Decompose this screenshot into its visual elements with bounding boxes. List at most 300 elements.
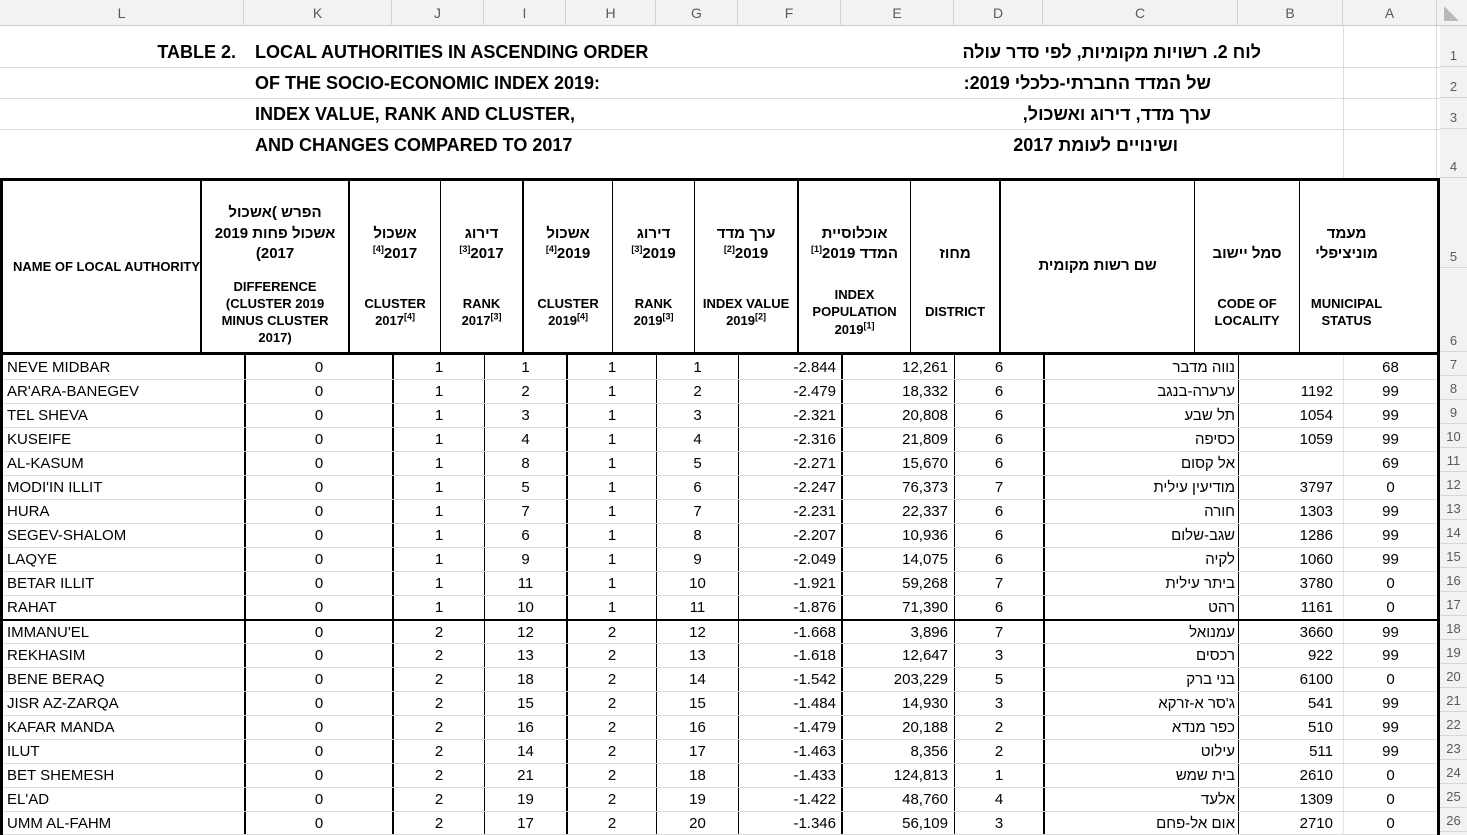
cell-index-value[interactable]: -2.247 [738,476,841,499]
cell-name-he[interactable] [1043,524,1238,547]
cell-municipal-status[interactable]: 0 [1343,812,1437,834]
cell-name-en[interactable]: TEL SHEVA [7,407,88,424]
cell-cluster-2017[interactable]: 1 [392,500,484,523]
column-header-L[interactable]: L [0,0,244,25]
cell-municipal-status[interactable]: 0 [1343,788,1437,811]
cell-index-value[interactable]: -1.921 [738,572,841,595]
cell-locality-code[interactable]: 1192 [1238,380,1343,403]
cell-population[interactable]: 3,896 [841,621,954,643]
column-header-J[interactable]: J [392,0,484,25]
cell-diff[interactable]: 0 [244,716,392,739]
row-header-9[interactable]: 9 [1440,400,1467,424]
cell-population[interactable]: 59,268 [841,572,954,595]
cell-name-en[interactable]: JISR AZ-ZARQA [7,695,119,712]
row-header-15[interactable]: 15 [1440,544,1467,568]
cell-name-en[interactable]: REKHASIM [7,647,86,664]
cell-index-value[interactable]: -1.463 [738,740,841,763]
cell-diff[interactable]: 0 [244,644,392,667]
cell-population[interactable]: 48,760 [841,788,954,811]
cell-rank-2017[interactable]: 7 [484,500,566,523]
cell-cluster-2019[interactable]: 2 [566,668,656,691]
cell-name-he[interactable] [1043,668,1238,691]
row-header-22[interactable]: 22 [1440,712,1467,736]
column-header-F[interactable]: F [738,0,841,25]
cell-rank-2019[interactable]: 3 [656,404,738,427]
cell-name-en[interactable]: KUSEIFE [7,431,72,448]
cell-cluster-2019[interactable]: 1 [566,355,656,379]
cell-name-en[interactable]: SEGEV-SHALOM [7,527,127,544]
cell-cluster-2019[interactable]: 2 [566,812,656,834]
row-header-19[interactable]: 19 [1440,640,1467,664]
cell-cluster-2019[interactable]: 2 [566,692,656,715]
cell-index-value[interactable]: -1.668 [738,621,841,643]
cell-name-en[interactable]: UMM AL-FAHM [7,814,112,832]
cell-index-value[interactable]: -2.479 [738,380,841,403]
cell-municipal-status[interactable]: 99 [1343,644,1437,667]
cell-district[interactable]: 2 [954,716,1043,739]
cell-cluster-2019[interactable]: 1 [566,572,656,595]
cell-population[interactable]: 124,813 [841,764,954,787]
cell-cluster-2019[interactable]: 1 [566,476,656,499]
cell-district[interactable]: 3 [954,692,1043,715]
cell-district[interactable]: 6 [954,355,1043,379]
row-header-1[interactable]: 1 [1440,26,1467,67]
cell-rank-2019[interactable]: 7 [656,500,738,523]
cell-diff[interactable]: 0 [244,740,392,763]
cell-population[interactable]: 14,075 [841,548,954,571]
row-header-8[interactable]: 8 [1440,376,1467,400]
cell-locality-code[interactable] [1238,355,1343,379]
cell-district[interactable]: 1 [954,764,1043,787]
column-header-E[interactable]: E [841,0,954,25]
header-cell-status[interactable] [1299,181,1393,352]
row-header-20[interactable]: 20 [1440,664,1467,688]
cell-municipal-status[interactable]: 99 [1343,692,1437,715]
cell-rank-2017[interactable]: 13 [484,644,566,667]
cell-district[interactable]: 4 [954,788,1043,811]
cell-cluster-2017[interactable]: 2 [392,812,484,834]
cell-index-value[interactable]: -1.479 [738,716,841,739]
cell-name-he[interactable] [1043,692,1238,715]
cell-index-value[interactable]: -1.346 [738,812,841,834]
cell-rank-2019[interactable]: 6 [656,476,738,499]
cell-municipal-status[interactable]: 99 [1343,380,1437,403]
cell-index-value[interactable]: -2.316 [738,428,841,451]
cell-name-he[interactable] [1043,428,1238,451]
cell-locality-code[interactable] [1238,452,1343,475]
cell-name-en[interactable]: BENE BERAQ [7,671,105,688]
cell-population[interactable]: 20,808 [841,404,954,427]
cell-cluster-2019[interactable]: 1 [566,380,656,403]
cell-population[interactable]: 12,647 [841,644,954,667]
row-header-5[interactable]: 5 [1440,178,1467,268]
cell-municipal-status[interactable]: 99 [1343,500,1437,523]
row-header-24[interactable]: 24 [1440,760,1467,784]
cell-name-en[interactable]: MODI'IN ILLIT [7,479,103,496]
column-header-K[interactable]: K [244,0,392,25]
cell-index-value[interactable]: -1.876 [738,596,841,619]
cell-diff[interactable]: 0 [244,524,392,547]
cell-name-he[interactable] [1043,355,1238,379]
cell-cluster-2019[interactable]: 2 [566,644,656,667]
cell-district[interactable]: 6 [954,428,1043,451]
cell-index-value[interactable]: -2.271 [738,452,841,475]
header-cell-rank-2019[interactable] [612,181,694,352]
cell-district[interactable]: 3 [954,812,1043,834]
cell-population[interactable]: 10,936 [841,524,954,547]
cell-district[interactable]: 6 [954,380,1043,403]
cell-diff[interactable]: 0 [244,572,392,595]
cell-diff[interactable]: 0 [244,380,392,403]
cell-cluster-2017[interactable]: 1 [392,404,484,427]
cell-cluster-2017[interactable]: 2 [392,644,484,667]
cell-population[interactable]: 21,809 [841,428,954,451]
cell-population[interactable]: 56,109 [841,812,954,834]
cell-municipal-status[interactable]: 0 [1343,476,1437,499]
cell-cluster-2017[interactable]: 1 [392,355,484,379]
cell-rank-2019[interactable]: 10 [656,572,738,595]
cell-diff[interactable]: 0 [244,500,392,523]
cell-rank-2019[interactable]: 4 [656,428,738,451]
header-cell-diff[interactable] [200,181,348,352]
cell-rank-2017[interactable]: 4 [484,428,566,451]
cell-diff[interactable]: 0 [244,812,392,834]
cell-diff[interactable]: 0 [244,476,392,499]
cell-cluster-2019[interactable]: 1 [566,428,656,451]
cell-rank-2017[interactable]: 14 [484,740,566,763]
cell-rank-2019[interactable]: 16 [656,716,738,739]
cell-municipal-status[interactable]: 99 [1343,404,1437,427]
cell-name-en[interactable]: EL'AD [7,791,50,808]
title-he-line-3[interactable]: ערך מדד, דירוג ואשכול, [1022,104,1211,124]
row-header-4[interactable]: 4 [1440,129,1467,178]
cell-locality-code[interactable]: 922 [1238,644,1343,667]
cell-name-he[interactable] [1043,572,1238,595]
cell-locality-code[interactable]: 1303 [1238,500,1343,523]
cell-rank-2019[interactable]: 12 [656,621,738,643]
cell-cluster-2019[interactable]: 2 [566,716,656,739]
cell-name-he[interactable] [1043,812,1238,834]
cell-index-value[interactable]: -2.844 [738,355,841,379]
cell-district[interactable]: 6 [954,524,1043,547]
column-header-D[interactable]: D [954,0,1043,25]
cell-cluster-2019[interactable]: 1 [566,524,656,547]
cell-cluster-2017[interactable]: 1 [392,548,484,571]
cell-district[interactable]: 3 [954,644,1043,667]
cell-population[interactable]: 15,670 [841,452,954,475]
title-he-line-2[interactable]: של המדד החברתי-כלכלי 2019: [963,73,1211,93]
cell-population[interactable]: 20,188 [841,716,954,739]
cell-name-he[interactable] [1043,404,1238,427]
title-en-line-1[interactable]: LOCAL AUTHORITIES IN ASCENDING ORDER [255,42,649,62]
cell-rank-2019[interactable]: 2 [656,380,738,403]
cell-name-en[interactable]: ILUT [7,743,40,760]
cell-name-he[interactable] [1043,621,1238,643]
cell-cluster-2019[interactable]: 2 [566,788,656,811]
cell-diff[interactable]: 0 [244,596,392,619]
cell-district[interactable]: 7 [954,621,1043,643]
cell-population[interactable]: 22,337 [841,500,954,523]
cell-name-en[interactable]: BET SHEMESH [7,767,115,784]
cell-cluster-2017[interactable]: 1 [392,380,484,403]
table-number-label[interactable]: TABLE 2. [157,42,236,62]
row-header-13[interactable]: 13 [1440,496,1467,520]
cell-rank-2019[interactable]: 1 [656,355,738,379]
cell-diff[interactable]: 0 [244,428,392,451]
cell-locality-code[interactable]: 1059 [1238,428,1343,451]
cell-name-en[interactable]: AL-KASUM [7,455,84,472]
cell-municipal-status[interactable]: 0 [1343,764,1437,787]
row-header-14[interactable]: 14 [1440,520,1467,544]
cell-district[interactable]: 6 [954,404,1043,427]
row-header-6[interactable]: 6 [1440,268,1467,352]
cell-index-value[interactable]: -2.321 [738,404,841,427]
header-cell-population[interactable] [797,181,910,352]
cell-rank-2017[interactable]: 18 [484,668,566,691]
cell-index-value[interactable]: -1.422 [738,788,841,811]
cell-locality-code[interactable]: 1286 [1238,524,1343,547]
title-en-line-4[interactable]: AND CHANGES COMPARED TO 2017 [255,135,573,155]
cell-name-he[interactable] [1043,500,1238,523]
cell-rank-2017[interactable]: 21 [484,764,566,787]
cell-rank-2017[interactable]: 12 [484,621,566,643]
cell-name-he[interactable] [1043,548,1238,571]
cell-municipal-status[interactable]: 99 [1343,716,1437,739]
title-he-line-4[interactable]: ושינויים לעומת 2017 [1013,135,1178,155]
cell-locality-code[interactable]: 2610 [1238,764,1343,787]
cell-name-en[interactable]: KAFAR MANDA [7,719,115,736]
column-header-A[interactable]: A [1343,0,1437,25]
cell-index-value[interactable]: -2.207 [738,524,841,547]
cell-rank-2019[interactable]: 14 [656,668,738,691]
cell-rank-2017[interactable]: 16 [484,716,566,739]
cell-district[interactable]: 6 [954,500,1043,523]
cell-cluster-2017[interactable]: 1 [392,524,484,547]
title-en-line-3[interactable]: INDEX VALUE, RANK AND CLUSTER, [255,104,576,124]
cell-rank-2017[interactable]: 9 [484,548,566,571]
cell-name-he[interactable] [1043,644,1238,667]
cell-district[interactable]: 5 [954,668,1043,691]
cell-rank-2017[interactable]: 1 [484,355,566,379]
header-cell-index-value[interactable] [694,181,797,352]
header-cell-name-he[interactable] [999,181,1194,352]
cell-rank-2017[interactable]: 6 [484,524,566,547]
cell-name-en[interactable]: AR'ARA-BANEGEV [7,383,140,400]
cell-cluster-2017[interactable]: 1 [392,428,484,451]
cell-diff[interactable]: 0 [244,621,392,643]
cell-cluster-2017[interactable]: 1 [392,476,484,499]
cell-diff[interactable]: 0 [244,452,392,475]
cell-diff[interactable]: 0 [244,355,392,379]
header-cell-code[interactable] [1194,181,1299,352]
cell-cluster-2017[interactable]: 2 [392,621,484,643]
cell-cluster-2019[interactable]: 2 [566,764,656,787]
cell-locality-code[interactable]: 3780 [1238,572,1343,595]
cell-cluster-2017[interactable]: 2 [392,788,484,811]
cell-diff[interactable]: 0 [244,404,392,427]
cell-rank-2019[interactable]: 8 [656,524,738,547]
cell-locality-code[interactable]: 2710 [1238,812,1343,834]
cell-index-value[interactable]: -2.049 [738,548,841,571]
cell-name-he[interactable] [1043,596,1238,619]
cell-rank-2017[interactable]: 19 [484,788,566,811]
cell-population[interactable]: 203,229 [841,668,954,691]
cell-locality-code[interactable]: 1060 [1238,548,1343,571]
cell-cluster-2017[interactable]: 1 [392,452,484,475]
cell-index-value[interactable]: -2.231 [738,500,841,523]
cell-population[interactable]: 76,373 [841,476,954,499]
row-header-17[interactable]: 17 [1440,592,1467,616]
cell-rank-2019[interactable]: 9 [656,548,738,571]
cell-municipal-status[interactable]: 99 [1343,740,1437,763]
cell-name-he[interactable] [1043,764,1238,787]
cell-municipal-status[interactable]: 68 [1343,355,1437,379]
cell-index-value[interactable]: -1.484 [738,692,841,715]
cell-index-value[interactable]: -1.433 [738,764,841,787]
cell-locality-code[interactable]: 3797 [1238,476,1343,499]
cell-rank-2017[interactable]: 5 [484,476,566,499]
cell-cluster-2019[interactable]: 2 [566,621,656,643]
cell-locality-code[interactable]: 541 [1238,692,1343,715]
row-header-11[interactable]: 11 [1440,448,1467,472]
cell-cluster-2017[interactable]: 2 [392,692,484,715]
cell-rank-2019[interactable]: 20 [656,812,738,834]
cell-cluster-2017[interactable]: 2 [392,740,484,763]
cell-locality-code[interactable]: 511 [1238,740,1343,763]
cell-rank-2019[interactable]: 15 [656,692,738,715]
cell-name-en[interactable]: HURA [7,503,50,520]
column-header-I[interactable]: I [484,0,566,25]
cell-cluster-2017[interactable]: 2 [392,668,484,691]
cell-name-he[interactable] [1043,716,1238,739]
cell-cluster-2019[interactable]: 2 [566,740,656,763]
cell-diff[interactable]: 0 [244,548,392,571]
cell-rank-2017[interactable]: 17 [484,812,566,834]
cell-municipal-status[interactable]: 99 [1343,548,1437,571]
row-header-25[interactable]: 25 [1440,784,1467,808]
cell-municipal-status[interactable]: 99 [1343,428,1437,451]
cell-rank-2017[interactable]: 15 [484,692,566,715]
cell-population[interactable]: 71,390 [841,596,954,619]
cell-population[interactable]: 8,356 [841,740,954,763]
cell-district[interactable]: 2 [954,740,1043,763]
cell-name-he[interactable] [1043,452,1238,475]
cell-rank-2019[interactable]: 5 [656,452,738,475]
row-header-21[interactable]: 21 [1440,688,1467,712]
row-header-26[interactable]: 26 [1440,808,1467,832]
row-header-3[interactable]: 3 [1440,98,1467,129]
row-header-7[interactable]: 7 [1440,352,1467,376]
cell-district[interactable]: 7 [954,572,1043,595]
cell-rank-2017[interactable]: 11 [484,572,566,595]
cell-population[interactable]: 14,930 [841,692,954,715]
cell-district[interactable]: 6 [954,548,1043,571]
header-cell-cluster-2017[interactable] [348,181,440,352]
cell-municipal-status[interactable]: 69 [1343,452,1437,475]
cell-rank-2017[interactable]: 10 [484,596,566,619]
cell-cluster-2019[interactable]: 1 [566,452,656,475]
cell-name-en[interactable]: BETAR ILLIT [7,575,95,592]
cell-locality-code[interactable]: 6100 [1238,668,1343,691]
cell-district[interactable]: 6 [954,452,1043,475]
header-cell-name[interactable] [3,181,200,352]
cell-diff[interactable]: 0 [244,668,392,691]
cell-municipal-status[interactable]: 0 [1343,668,1437,691]
row-header-18[interactable]: 18 [1440,616,1467,640]
cell-cluster-2017[interactable]: 2 [392,716,484,739]
header-cell-cluster-2019[interactable] [522,181,612,352]
cell-rank-2019[interactable]: 11 [656,596,738,619]
title-he-line-1[interactable]: לוח 2. רשויות מקומיות, לפי סדר עולה [962,42,1261,62]
cell-name-en[interactable]: RAHAT [7,599,57,616]
cell-cluster-2019[interactable]: 1 [566,404,656,427]
cell-municipal-status[interactable]: 0 [1343,572,1437,595]
cell-rank-2017[interactable]: 2 [484,380,566,403]
cell-rank-2019[interactable]: 18 [656,764,738,787]
row-header-12[interactable]: 12 [1440,472,1467,496]
cell-cluster-2017[interactable]: 1 [392,596,484,619]
cell-diff[interactable]: 0 [244,692,392,715]
cell-rank-2019[interactable]: 13 [656,644,738,667]
cell-cluster-2019[interactable]: 1 [566,500,656,523]
cell-district[interactable]: 6 [954,596,1043,619]
column-header-G[interactable]: G [656,0,738,25]
cell-cluster-2019[interactable]: 1 [566,548,656,571]
column-header-B[interactable]: B [1238,0,1343,25]
cell-name-en[interactable]: LAQYE [7,551,58,568]
row-header-2[interactable]: 2 [1440,67,1467,98]
cell-index-value[interactable]: -1.618 [738,644,841,667]
cell-municipal-status[interactable]: 0 [1343,596,1437,619]
title-en-line-2[interactable]: OF THE SOCIO-ECONOMIC INDEX 2019: [255,73,601,93]
cell-cluster-2017[interactable]: 1 [392,572,484,595]
cell-name-he[interactable] [1043,380,1238,403]
cell-municipal-status[interactable]: 99 [1343,524,1437,547]
cell-locality-code[interactable]: 3660 [1238,621,1343,643]
cell-cluster-2019[interactable]: 1 [566,596,656,619]
column-header-H[interactable]: H [566,0,656,25]
cell-diff[interactable]: 0 [244,764,392,787]
cell-diff[interactable]: 0 [244,788,392,811]
cell-name-en[interactable]: NEVE MIDBAR [7,358,111,376]
row-header-10[interactable]: 10 [1440,424,1467,448]
cell-population[interactable]: 18,332 [841,380,954,403]
select-all-corner[interactable] [1440,0,1467,26]
header-cell-district[interactable] [910,181,999,352]
cell-locality-code[interactable]: 1054 [1238,404,1343,427]
cell-name-he[interactable] [1043,476,1238,499]
cell-municipal-status[interactable]: 99 [1343,621,1437,643]
header-cell-rank-2017[interactable] [440,181,522,352]
cell-locality-code[interactable]: 1161 [1238,596,1343,619]
column-header-C[interactable]: C [1043,0,1238,25]
cell-cluster-2017[interactable]: 2 [392,764,484,787]
cell-district[interactable]: 7 [954,476,1043,499]
cell-population[interactable]: 12,261 [841,355,954,379]
cell-locality-code[interactable]: 1309 [1238,788,1343,811]
cell-rank-2019[interactable]: 17 [656,740,738,763]
cell-locality-code[interactable]: 510 [1238,716,1343,739]
cell-index-value[interactable]: -1.542 [738,668,841,691]
row-header-23[interactable]: 23 [1440,736,1467,760]
cell-rank-2019[interactable]: 19 [656,788,738,811]
cell-name-he[interactable] [1043,788,1238,811]
cell-rank-2017[interactable]: 3 [484,404,566,427]
cell-name-en[interactable]: IMMANU'EL [7,623,90,641]
row-header-16[interactable]: 16 [1440,568,1467,592]
cell-name-he[interactable] [1043,740,1238,763]
cell-rank-2017[interactable]: 8 [484,452,566,475]
